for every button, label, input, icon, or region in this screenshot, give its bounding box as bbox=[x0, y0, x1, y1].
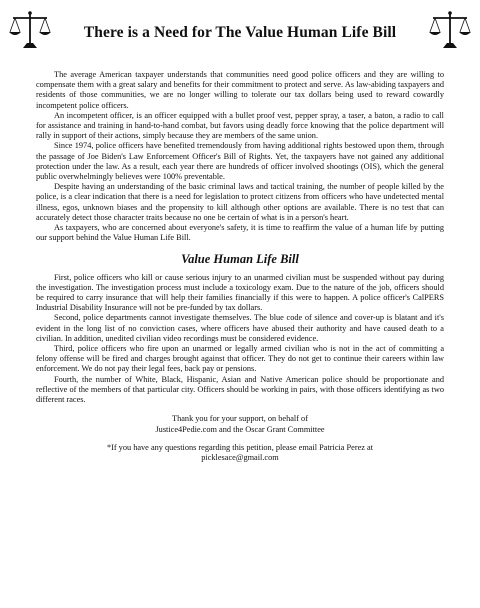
intro-paragraph: Despite having an understanding of the basic criminal laws and tactical training, the number of people killed by the police, is a clear indication that there is a need for legislation to protect citizens from officers who have undetected mental illness, egos, unknown biases and the propensity to kill although other options are available. There is no test that can accurately detect those character traits because no one be certain of what is in a person's heart. bbox=[36, 182, 444, 222]
intro-paragraph: An incompetent officer, is an officer equipped with a bullet proof vest, pepper spray, a taser, a baton, a radio to call for assistance and training in hand-to-hand combat, but favors using deadly force knowing that the police department will rally in support of their actions, simply because they are members of the same union. bbox=[36, 110, 444, 141]
thanks-line: Thank you for your support, on behalf of bbox=[172, 414, 308, 424]
bill-paragraph: First, police officers who kill or cause serious injury to an unarmed civilian must be suspended without pay during the investigation. The investigation process must include a toxicology exam. Due to the nature of the job, officers should be required to carry insurance that will help their families financially if this were to happen. A police officer's CalPERS Industrial Disability Insurance will not be pre-funded by tax dollars. bbox=[36, 272, 444, 313]
page-title: There is a Need for The Value Human Life Bill bbox=[83, 24, 397, 41]
bill-title: Value Human Life Bill bbox=[181, 252, 299, 267]
footnote-line: *If you have any questions regarding this petition, please email Patricia Perez at bbox=[106, 442, 374, 452]
intro-paragraph: As taxpayers, who are concerned about everyone's safety, it is time to reaffirm the value of a human life by putting our support behind the Value Human Life Bill. bbox=[36, 223, 444, 243]
thanks-line: Justice4Pedie.com and the Oscar Grant Committee bbox=[155, 424, 325, 434]
scales-of-justice-icon bbox=[8, 10, 52, 50]
bill-paragraph: Second, police departments cannot investigate themselves. The blue code of silence and cover-up is blatant and it's evident in the long list of no conviction cases, where officers have abused their authority and have caused death to a civilian. In addition, unedited civilian video recordings must be considered evidence. bbox=[36, 313, 444, 343]
thanks-note bbox=[36, 414, 444, 434]
contact-email: picklesace@gmail.com bbox=[201, 452, 279, 462]
contact-footnote bbox=[36, 443, 444, 463]
bill-paragraph: Fourth, the number of White, Black, Hispanic, Asian and Native American police should be proportionate and reflective of the members of that particular city. Officers should be working in pairs, with those officers identifying as two different races. bbox=[36, 374, 444, 405]
bill-paragraph: Third, police officers who fire upon an unarmed or legally armed civilian who is not in the act of committing a felony offense will be fired and charges brought against that officer. They do not get to continue their careers within law enforcement. We do not pay their legal fees, back pay or pensions. bbox=[36, 344, 444, 374]
intro-paragraph: The average American taxpayer understands that communities need good police officers and they are willing to compensate them with a great salary and benefits for their commitment to protect and serve. As law-abiding taxpayers and residents of those communities, we are no longer willing to tolerate our tax dollars being used to reward cowardly incompetent police officers. bbox=[36, 70, 444, 110]
document-body bbox=[36, 70, 444, 463]
scales-of-justice-icon bbox=[428, 10, 472, 50]
intro-paragraph: Since 1974, police officers have benefited tremendously from having additional rights bestowed upon them, through the passage of Joe Biden's Law Enforcement Officer's Bill of Rights. Yet, the taxpayers have not gained any additional protection under the law. As a result, each year there are hundreds of officer involved shootings (OIS), which the general public overwhelmingly believes were 100% preventable. bbox=[36, 141, 444, 182]
